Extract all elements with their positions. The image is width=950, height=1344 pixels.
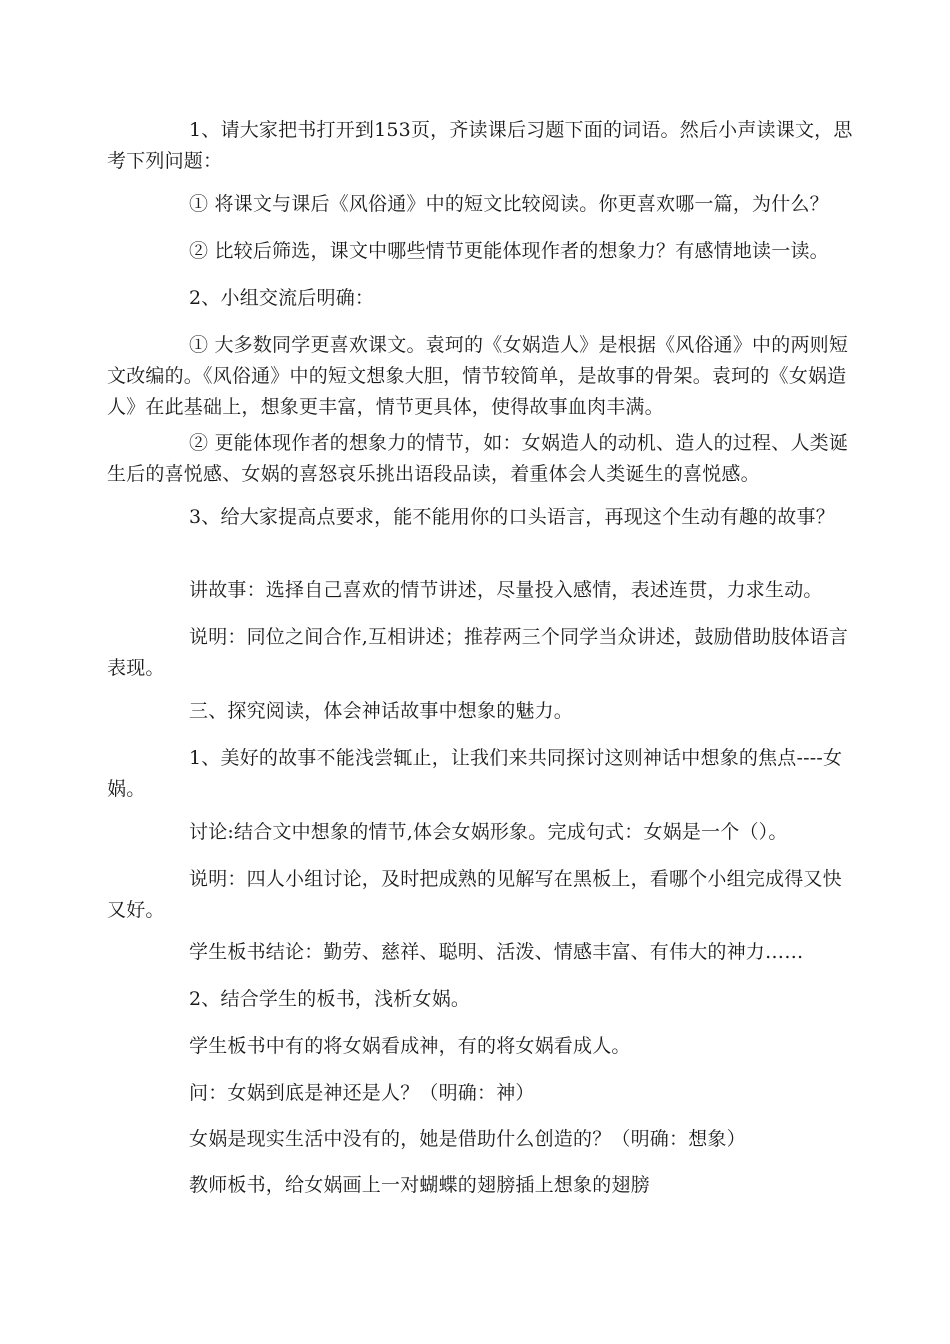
paragraph-1: 1、请大家把书打开到153页，齐读课后习题下面的词语。然后小声读课文，思考下列问题： <box>107 119 853 172</box>
paragraph-11: 1、美好的故事不能浅尝辄止，让我们来共同探讨这则神话中想象的焦点----女娲。 <box>107 747 843 800</box>
paragraph-7: 3、给大家提高点要求，能不能用你的口头语言，再现这个生动有趣的故事？ <box>189 506 835 528</box>
paragraph-10: 三、探究阅读，体会神话故事中想象的魅力。 <box>189 700 574 722</box>
paragraph-12: 讨论:结合文中想象的情节,体会女娲形象。完成句式：女娲是一个（）。 <box>189 821 788 843</box>
paragraph-17: 问：女娲到底是神还是人？（明确：神） <box>189 1082 535 1104</box>
paragraph-14: 学生板书结论：勤劳、慈祥、聪明、活泼、情感丰富、有伟大的神力…… <box>189 941 804 963</box>
paragraph-8: 讲故事：选择自己喜欢的情节讲述，尽量投入感情，表述连贯，力求生动。 <box>189 579 823 601</box>
paragraph-4: 2、小组交流后明确： <box>189 287 375 309</box>
paragraph-5: ① 大多数同学更喜欢课文。袁珂的《女娲造人》是根据《风俗通》中的两则短文改编的。《风俗通》中的短文想象大胆，情节较简单，是故事的骨架。袁珂的《女娲造人》在此基础上，想象更丰富，情节更具体，使得故事血肉丰满。 <box>107 334 849 418</box>
paragraph-19: 教师板书，给女娲画上一对蝴蝶的翅膀插上想象的翅膀 <box>189 1174 650 1196</box>
paragraph-2: ① 将课文与课后《风俗通》中的短文比较阅读。你更喜欢哪一篇，为什么？ <box>189 193 829 215</box>
paragraph-16: 学生板书中有的将女娲看成神，有的将女娲看成人。 <box>189 1035 631 1057</box>
paragraph-13: 说明：四人小组讨论，及时把成熟的见解写在黑板上，看哪个小组完成得又快又好。 <box>107 868 842 921</box>
paragraph-15: 2、结合学生的板书，浅析女娲。 <box>189 988 471 1010</box>
paragraph-6: ② 更能体现作者的想象力的情节，如：女娲造人的动机、造人的过程、人类诞生后的喜悦感、女娲的喜怒哀乐挑出语段品读，着重体会人类诞生的喜悦感。 <box>107 432 849 485</box>
paragraph-3: ② 比较后筛选，课文中哪些情节更能体现作者的想象力？有感情地读一读。 <box>189 240 829 262</box>
paragraph-18: 女娲是现实生活中没有的，她是借助什么创造的？（明确：想象） <box>189 1128 746 1150</box>
paragraph-9: 说明：同位之间合作,互相讲述；推荐两三个同学当众讲述，鼓励借助肢体语言表现。 <box>107 626 849 679</box>
